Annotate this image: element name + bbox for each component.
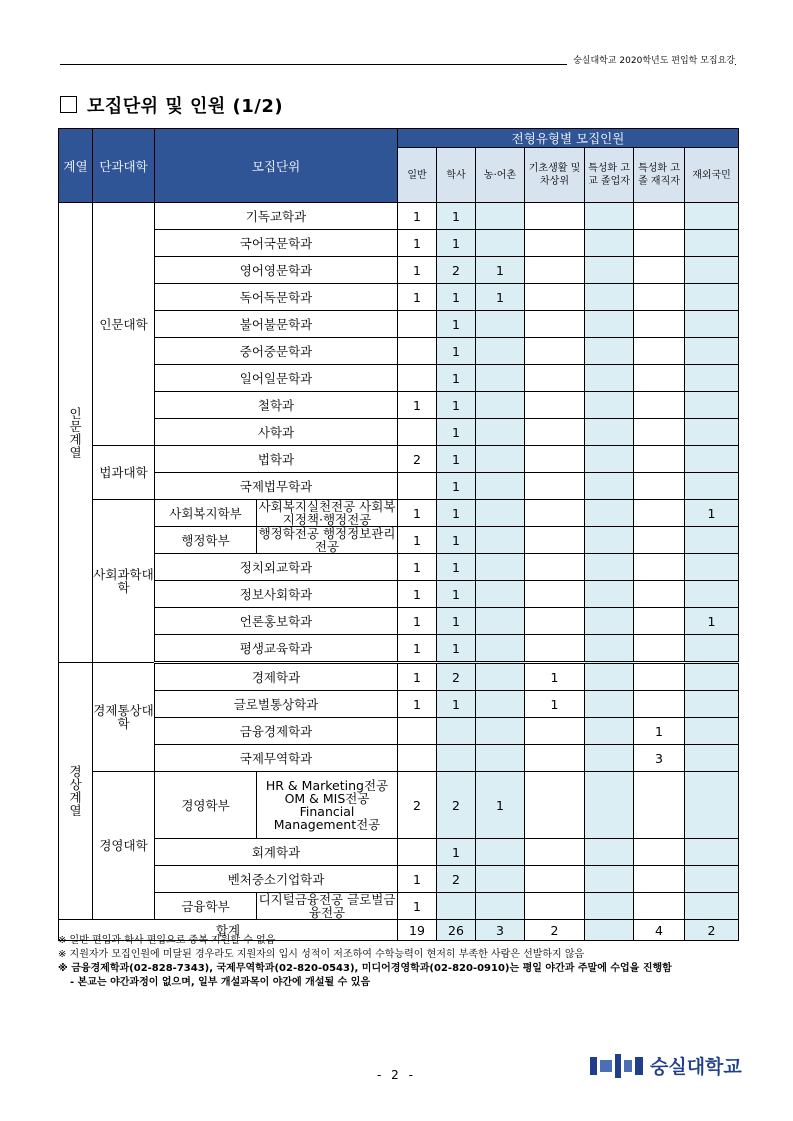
value-cell xyxy=(685,419,739,446)
college-cell: 법과대학 xyxy=(93,446,155,500)
value-cell xyxy=(525,635,585,663)
total-value: 26 xyxy=(437,920,476,941)
department-cell: 행정학부 xyxy=(155,527,257,554)
value-cell xyxy=(476,311,525,338)
table-row xyxy=(59,257,739,284)
value-cell xyxy=(685,311,739,338)
category-char: 계 xyxy=(69,431,82,447)
table-row xyxy=(59,473,739,500)
value-cell: 1 xyxy=(398,554,437,581)
unit-cell: 기독교학과 xyxy=(155,203,398,230)
value-cell xyxy=(685,338,739,365)
unit-cell: 사회복지실천전공 사회복지정책·행정전공 xyxy=(257,500,398,527)
value-cell xyxy=(476,893,525,920)
total-value: 2 xyxy=(685,920,739,941)
value-cell xyxy=(685,392,739,419)
value-cell xyxy=(585,230,634,257)
value-cell xyxy=(525,392,585,419)
table-row xyxy=(59,446,739,473)
table-row xyxy=(59,419,739,446)
value-cell: 1 xyxy=(398,203,437,230)
value-cell xyxy=(585,392,634,419)
value-cell xyxy=(685,663,739,691)
table-row xyxy=(59,365,739,392)
total-label: 합계 xyxy=(59,920,398,941)
value-cell xyxy=(476,839,525,866)
value-cell xyxy=(525,257,585,284)
value-cell xyxy=(585,500,634,527)
page-number: - 2 - xyxy=(377,1068,416,1082)
value-cell xyxy=(685,866,739,893)
value-cell xyxy=(634,446,685,473)
value-cell: 1 xyxy=(398,284,437,311)
value-cell xyxy=(585,527,634,554)
unit-cell: HR & Marketing전공 OM & MIS전공 Financial Management전공 xyxy=(257,772,398,839)
value-cell xyxy=(685,839,739,866)
value-cell xyxy=(585,772,634,839)
value-cell xyxy=(398,473,437,500)
note: ※ 일반 편입과 학사 편입으로 중복 지원할 수 없음 xyxy=(58,935,276,946)
college-cell: 인문대학 xyxy=(93,203,155,446)
table-row xyxy=(59,608,739,635)
value-cell xyxy=(634,203,685,230)
unit-cell: 법학과 xyxy=(155,446,398,473)
value-cell: 1 xyxy=(476,284,525,311)
unit-cell: 독어독문학과 xyxy=(155,284,398,311)
table-row xyxy=(59,554,739,581)
value-cell xyxy=(585,257,634,284)
value-cell xyxy=(525,893,585,920)
unit-cell: 중어중문학과 xyxy=(155,338,398,365)
category-char: 인 xyxy=(69,405,82,421)
value-cell: 1 xyxy=(437,500,476,527)
table-row xyxy=(59,311,739,338)
value-cell xyxy=(685,893,739,920)
value-cell xyxy=(525,365,585,392)
recruitment-table xyxy=(58,128,739,941)
value-cell xyxy=(685,365,739,392)
table-row xyxy=(59,745,739,772)
value-cell: 1 xyxy=(437,839,476,866)
table-row xyxy=(59,284,739,311)
value-cell: 1 xyxy=(398,608,437,635)
value-cell: 1 xyxy=(634,718,685,745)
header-category: 계열 xyxy=(59,129,93,203)
unit-cell: 글로벌통상학과 xyxy=(155,691,398,718)
unit-cell: 정보사회학과 xyxy=(155,581,398,608)
value-cell xyxy=(685,718,739,745)
value-cell xyxy=(585,745,634,772)
value-cell xyxy=(585,691,634,718)
value-cell: 2 xyxy=(437,772,476,839)
table-row xyxy=(59,635,739,663)
value-cell xyxy=(634,839,685,866)
value-cell: 1 xyxy=(525,691,585,718)
value-cell xyxy=(476,419,525,446)
college-cell: 사회과학대학 xyxy=(93,500,155,663)
table-row xyxy=(59,500,739,527)
value-cell xyxy=(585,608,634,635)
value-cell xyxy=(398,311,437,338)
value-cell: 1 xyxy=(398,392,437,419)
value-cell xyxy=(634,257,685,284)
value-cell xyxy=(685,527,739,554)
value-cell xyxy=(685,446,739,473)
table-body xyxy=(59,203,739,941)
notes xyxy=(58,934,672,990)
value-cell: 1 xyxy=(437,203,476,230)
section-title: 모집단위 및 인원 (1/2) xyxy=(60,92,283,118)
value-cell: 1 xyxy=(437,311,476,338)
header-type: 특성화 고졸 재직자 xyxy=(634,148,685,203)
value-cell: 1 xyxy=(437,691,476,718)
value-cell xyxy=(525,772,585,839)
value-cell: 1 xyxy=(398,635,437,663)
value-cell: 1 xyxy=(437,284,476,311)
value-cell xyxy=(634,663,685,691)
value-cell xyxy=(585,866,634,893)
value-cell: 1 xyxy=(476,772,525,839)
value-cell xyxy=(685,581,739,608)
note: ※ 지원자가 모집인원에 미달된 경우라도 지원자의 입시 성적이 저조하여 수학능력이 현저히 부족한 사람은 선발하지 않음 xyxy=(58,949,585,960)
value-cell xyxy=(398,365,437,392)
value-cell xyxy=(525,581,585,608)
value-cell xyxy=(398,419,437,446)
value-cell: 1 xyxy=(437,608,476,635)
value-cell xyxy=(585,581,634,608)
value-cell xyxy=(398,745,437,772)
table-row xyxy=(59,230,739,257)
value-cell xyxy=(525,839,585,866)
note: - 본교는 야간과정이 없으며, 일부 개설과목이 야간에 개설될 수 있음 xyxy=(70,977,371,988)
value-cell xyxy=(476,446,525,473)
department-cell: 금융학부 xyxy=(155,893,257,920)
table-row xyxy=(59,203,739,230)
table-row xyxy=(59,772,739,839)
value-cell xyxy=(476,473,525,500)
value-cell xyxy=(525,284,585,311)
header-type: 재외국민 xyxy=(685,148,739,203)
value-cell: 2 xyxy=(398,446,437,473)
value-cell xyxy=(525,473,585,500)
logo-text: 숭실대학교 xyxy=(650,1056,742,1078)
department-cell: 사회복지학부 xyxy=(155,500,257,527)
value-cell xyxy=(525,745,585,772)
value-cell: 1 xyxy=(398,893,437,920)
header-type: 일반 xyxy=(398,148,437,203)
value-cell xyxy=(476,338,525,365)
value-cell: 2 xyxy=(437,663,476,691)
value-cell: 1 xyxy=(437,365,476,392)
value-cell xyxy=(685,772,739,839)
logo-mark-icon xyxy=(590,1054,644,1078)
category-cell xyxy=(59,203,93,663)
value-cell xyxy=(585,311,634,338)
table-row xyxy=(59,893,739,920)
value-cell xyxy=(685,203,739,230)
value-cell: 1 xyxy=(398,866,437,893)
value-cell xyxy=(525,311,585,338)
value-cell xyxy=(685,257,739,284)
value-cell: 1 xyxy=(398,663,437,691)
unit-cell: 정치외교학과 xyxy=(155,554,398,581)
table-row xyxy=(59,527,739,554)
value-cell xyxy=(476,718,525,745)
value-cell: 1 xyxy=(476,257,525,284)
value-cell xyxy=(634,500,685,527)
value-cell xyxy=(585,365,634,392)
value-cell: 1 xyxy=(398,257,437,284)
value-cell: 1 xyxy=(398,527,437,554)
department-cell: 경영학부 xyxy=(155,772,257,839)
value-cell: 2 xyxy=(437,866,476,893)
total-value: 3 xyxy=(476,920,525,941)
value-cell xyxy=(476,691,525,718)
value-cell xyxy=(585,446,634,473)
value-cell xyxy=(585,284,634,311)
unit-cell: 불어불문학과 xyxy=(155,311,398,338)
unit-cell: 평생교육학과 xyxy=(155,635,398,663)
value-cell xyxy=(585,554,634,581)
table-row xyxy=(59,866,739,893)
university-logo xyxy=(590,1052,742,1079)
college-cell: 경영대학 xyxy=(93,772,155,920)
value-cell xyxy=(525,608,585,635)
table-row xyxy=(59,663,739,691)
value-cell xyxy=(634,365,685,392)
checkbox-square-icon xyxy=(60,96,77,113)
value-cell xyxy=(634,311,685,338)
value-cell xyxy=(476,527,525,554)
value-cell xyxy=(585,419,634,446)
total-value: 2 xyxy=(525,920,585,941)
value-cell xyxy=(685,473,739,500)
value-cell: 1 xyxy=(685,608,739,635)
category-char: 문 xyxy=(69,418,82,434)
value-cell xyxy=(685,745,739,772)
value-cell xyxy=(525,446,585,473)
college-cell: 경제통상대학 xyxy=(93,663,155,772)
value-cell: 1 xyxy=(437,230,476,257)
value-cell xyxy=(634,392,685,419)
unit-cell: 사학과 xyxy=(155,419,398,446)
value-cell xyxy=(437,745,476,772)
unit-cell: 국제법무학과 xyxy=(155,473,398,500)
value-cell xyxy=(634,866,685,893)
value-cell: 1 xyxy=(437,581,476,608)
table-row xyxy=(59,338,739,365)
value-cell xyxy=(634,419,685,446)
value-cell xyxy=(437,893,476,920)
value-cell xyxy=(398,839,437,866)
unit-cell: 회계학과 xyxy=(155,839,398,866)
header-type: 농·어촌 xyxy=(476,148,525,203)
value-cell xyxy=(476,663,525,691)
unit-cell: 언론홍보학과 xyxy=(155,608,398,635)
value-cell: 1 xyxy=(437,635,476,663)
value-cell xyxy=(634,581,685,608)
table-row xyxy=(59,392,739,419)
value-cell: 1 xyxy=(685,500,739,527)
unit-cell: 국제무역학과 xyxy=(155,745,398,772)
value-cell: 1 xyxy=(437,338,476,365)
value-cell: 3 xyxy=(634,745,685,772)
table-row xyxy=(59,718,739,745)
unit-cell: 디지털금융전공 글로벌금융전공 xyxy=(257,893,398,920)
table-row xyxy=(59,691,739,718)
header-type: 특성화 고교 졸업자 xyxy=(585,148,634,203)
running-header: 숭실대학교 2020학년도 편입학 모집요강 xyxy=(567,55,735,67)
unit-cell: 벤처중소기업학과 xyxy=(155,866,398,893)
header-type: 기초생활 및차상위 xyxy=(525,148,585,203)
value-cell: 1 xyxy=(437,446,476,473)
value-cell xyxy=(634,691,685,718)
value-cell xyxy=(437,718,476,745)
value-cell: 2 xyxy=(398,772,437,839)
category-cell xyxy=(59,663,93,920)
note: ※ 금융경제학과(02-828-7343), 국제무역학과(02-820-0543), 미디어경영학과(02-820-0910)는 평일 야간과 주말에 수업을 진행함 xyxy=(58,963,672,974)
unit-cell: 금융경제학과 xyxy=(155,718,398,745)
value-cell xyxy=(634,635,685,663)
unit-cell: 철학과 xyxy=(155,392,398,419)
value-cell xyxy=(585,893,634,920)
value-cell xyxy=(685,284,739,311)
value-cell: 1 xyxy=(437,554,476,581)
category-char: 경 xyxy=(69,764,82,779)
value-cell xyxy=(634,284,685,311)
value-cell xyxy=(634,230,685,257)
table-row xyxy=(59,839,739,866)
header-college: 단과대학 xyxy=(93,129,155,203)
value-cell: 1 xyxy=(437,473,476,500)
value-cell xyxy=(398,718,437,745)
value-cell xyxy=(476,500,525,527)
unit-cell: 경제학과 xyxy=(155,663,398,691)
category-char: 열 xyxy=(69,803,82,818)
value-cell xyxy=(585,338,634,365)
value-cell xyxy=(634,893,685,920)
value-cell xyxy=(476,581,525,608)
category-char: 계 xyxy=(69,790,82,805)
value-cell: 1 xyxy=(398,500,437,527)
unit-cell: 영어영문학과 xyxy=(155,257,398,284)
unit-cell: 행정학전공 행정정보관리전공 xyxy=(257,527,398,554)
value-cell xyxy=(634,527,685,554)
value-cell xyxy=(525,500,585,527)
value-cell: 1 xyxy=(525,663,585,691)
value-cell xyxy=(476,203,525,230)
category-char: 상 xyxy=(69,777,82,792)
value-cell: 1 xyxy=(398,691,437,718)
value-cell xyxy=(634,473,685,500)
header-unit: 모집단위 xyxy=(155,129,398,203)
value-cell xyxy=(585,635,634,663)
value-cell xyxy=(585,473,634,500)
value-cell xyxy=(585,663,634,691)
value-cell xyxy=(685,691,739,718)
value-cell xyxy=(398,338,437,365)
value-cell xyxy=(476,635,525,663)
value-cell xyxy=(476,866,525,893)
value-cell xyxy=(634,338,685,365)
table-row xyxy=(59,581,739,608)
value-cell xyxy=(476,230,525,257)
unit-cell: 일어일문학과 xyxy=(155,365,398,392)
value-cell xyxy=(525,718,585,745)
unit-cell: 국어국문학과 xyxy=(155,230,398,257)
value-cell xyxy=(476,554,525,581)
value-cell xyxy=(476,392,525,419)
value-cell: 1 xyxy=(437,419,476,446)
value-cell xyxy=(585,203,634,230)
value-cell xyxy=(634,772,685,839)
total-value: 4 xyxy=(634,920,685,941)
value-cell xyxy=(634,608,685,635)
value-cell: 1 xyxy=(398,230,437,257)
value-cell xyxy=(685,554,739,581)
value-cell xyxy=(476,365,525,392)
category-char: 열 xyxy=(69,444,82,460)
value-cell xyxy=(525,338,585,365)
value-cell xyxy=(525,554,585,581)
value-cell xyxy=(634,554,685,581)
value-cell xyxy=(525,527,585,554)
header-group: 전형유형별 모집인원 xyxy=(398,129,739,148)
value-cell xyxy=(525,230,585,257)
value-cell: 1 xyxy=(437,527,476,554)
total-value: 19 xyxy=(398,920,437,941)
header-type: 학사 xyxy=(437,148,476,203)
value-cell xyxy=(525,419,585,446)
value-cell xyxy=(525,203,585,230)
value-cell xyxy=(476,745,525,772)
value-cell: 1 xyxy=(398,581,437,608)
value-cell xyxy=(525,866,585,893)
value-cell: 1 xyxy=(437,392,476,419)
value-cell xyxy=(585,718,634,745)
value-cell xyxy=(685,635,739,663)
value-cell xyxy=(585,839,634,866)
value-cell xyxy=(685,230,739,257)
value-cell: 2 xyxy=(437,257,476,284)
value-cell xyxy=(476,608,525,635)
